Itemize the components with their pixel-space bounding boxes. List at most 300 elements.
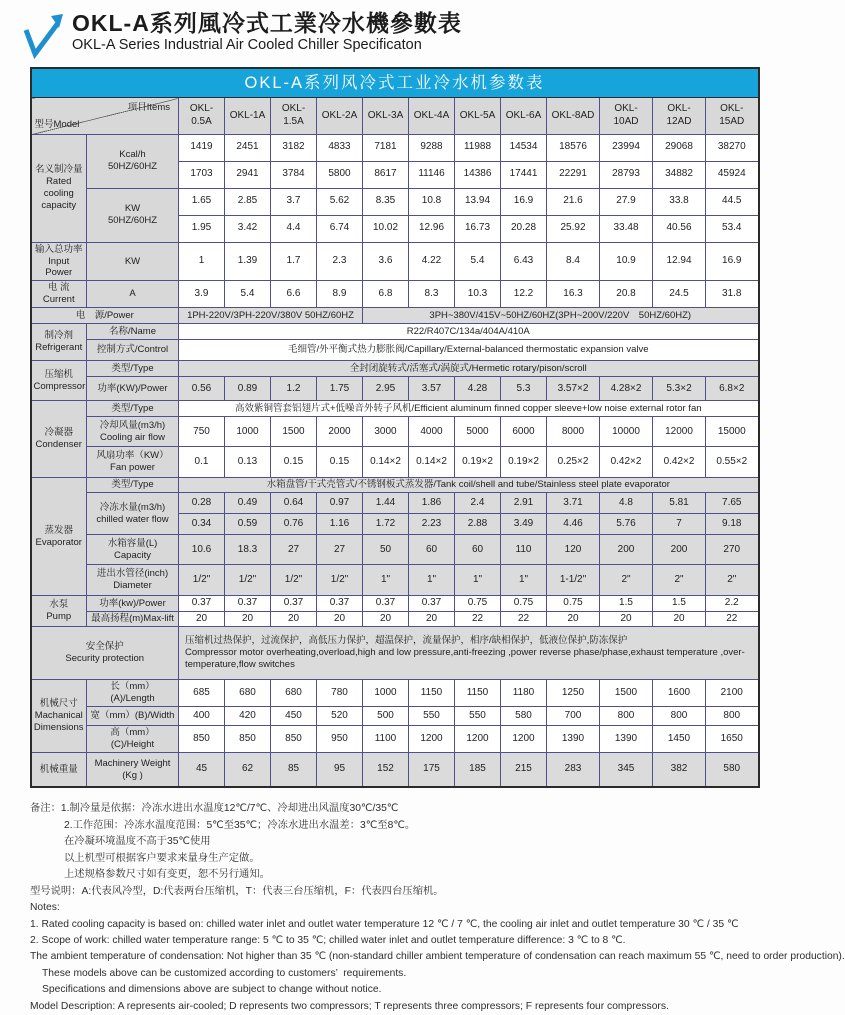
merged-value-cell: 1PH-220V/3PH-220V/380V 50HZ/60HZ	[179, 308, 363, 324]
value-cell: 0.49	[225, 493, 271, 514]
page-title-en: OKL-A Series Industrial Air Cooled Chiller Specificaton	[72, 37, 422, 54]
value-cell: 1200	[455, 726, 501, 753]
value-cell: 850	[225, 726, 271, 753]
row-item-label: KW	[87, 242, 179, 281]
value-cell: 110	[501, 535, 547, 565]
value-cell: 28793	[600, 161, 653, 188]
spec-row	[31, 361, 759, 377]
value-cell: 1-1/2"	[547, 565, 600, 596]
value-cell: 6.8×2	[706, 377, 759, 401]
value-cell: 0.37	[317, 596, 363, 612]
row-group-label: 蒸发器 Evaporator	[31, 478, 87, 596]
spec-row	[31, 134, 759, 161]
spec-row	[31, 340, 759, 361]
value-cell: 0.14×2	[363, 447, 409, 478]
model-header-row	[31, 98, 759, 135]
value-cell: 0.15	[317, 447, 363, 478]
value-cell: 0.42×2	[653, 447, 706, 478]
value-cell: 2.91	[501, 493, 547, 514]
value-cell: 20	[653, 611, 706, 627]
value-cell: 2.3	[317, 242, 363, 281]
spec-row	[31, 242, 759, 281]
value-cell: 10.6	[179, 535, 225, 565]
value-cell: 44.5	[706, 188, 759, 215]
value-cell: 6.8	[363, 281, 409, 308]
note-line: 在冷凝环境温度不高于35℃使用	[64, 836, 211, 848]
row-item-label: 冷却风量(m3/h) Cooling air flow	[87, 417, 179, 447]
value-cell: 1180	[501, 680, 547, 707]
row-item-label: 控制方式/Control	[87, 340, 179, 361]
value-cell: 800	[706, 707, 759, 726]
value-cell: 0.15	[271, 447, 317, 478]
value-cell: 1.2	[271, 377, 317, 401]
value-cell: 34882	[653, 161, 706, 188]
value-cell: 0.37	[363, 596, 409, 612]
spec-row	[31, 680, 759, 707]
value-cell: 3000	[363, 417, 409, 447]
value-cell: 29068	[653, 134, 706, 161]
spec-row	[31, 707, 759, 726]
value-cell: 2"	[653, 565, 706, 596]
value-cell: 3.71	[547, 493, 600, 514]
value-cell: 20	[317, 611, 363, 627]
value-cell: 1450	[653, 726, 706, 753]
note-line: 备注：1.制冷量是依据：冷冻水进出水温度12℃/7℃、冷却进出风温度30℃/35℃	[30, 803, 399, 815]
value-cell: 1.95	[179, 215, 225, 242]
row-item-label: 类型/Type	[87, 478, 179, 493]
value-cell: 0.37	[179, 596, 225, 612]
model-column-header: OKL-15AD	[706, 98, 759, 135]
value-cell: 850	[179, 726, 225, 753]
value-cell: 31.8	[706, 281, 759, 308]
value-cell: 1000	[363, 680, 409, 707]
row-item-label: 风扇功率（KW） Fan power	[87, 447, 179, 478]
value-cell: 1500	[271, 417, 317, 447]
merged-value-cell: 3PH~380V/415V~50HZ/60HZ(3PH~200V/220V 50HZ/60HZ)	[363, 308, 759, 324]
value-cell: 780	[317, 680, 363, 707]
value-cell: 18.3	[225, 535, 271, 565]
row-group-label: 水泵 Pump	[31, 596, 87, 627]
value-cell: 2"	[706, 565, 759, 596]
value-cell: 1150	[455, 680, 501, 707]
value-cell: 200	[653, 535, 706, 565]
spec-row	[31, 478, 759, 493]
value-cell: 580	[706, 752, 759, 787]
row-item-label: KW 50HZ/60HZ	[87, 188, 179, 242]
value-cell: 4.22	[409, 242, 455, 281]
value-cell: 16.73	[455, 215, 501, 242]
value-cell: 1.72	[363, 514, 409, 535]
row-item-label: 高（mm）(C)/Height	[87, 726, 179, 753]
value-cell: 12.94	[653, 242, 706, 281]
value-cell: 2.85	[225, 188, 271, 215]
value-cell: 1419	[179, 134, 225, 161]
merged-value-cell: 高效紫铜管套铝翅片式+低噪音外转子风机/Efficient aluminum finned copper sleeve+low noise external rotor fan	[179, 401, 759, 417]
value-cell: 580	[501, 707, 547, 726]
value-cell: 0.37	[271, 596, 317, 612]
value-cell: 4.46	[547, 514, 600, 535]
value-cell: 6.74	[317, 215, 363, 242]
spec-row	[31, 281, 759, 308]
value-cell: 1.44	[363, 493, 409, 514]
value-cell: 40.56	[653, 215, 706, 242]
value-cell: 60	[455, 535, 501, 565]
value-cell: 2100	[706, 680, 759, 707]
value-cell: 1100	[363, 726, 409, 753]
value-cell: 3784	[271, 161, 317, 188]
note-line: 上述规格参数尺寸如有变更，恕不另行通知。	[64, 869, 270, 881]
spec-row	[31, 447, 759, 478]
value-cell: 4000	[409, 417, 455, 447]
value-cell: 18576	[547, 134, 600, 161]
value-cell: 27.9	[600, 188, 653, 215]
value-cell: 1/2"	[179, 565, 225, 596]
value-cell: 1200	[409, 726, 455, 753]
note-line: Model Description: A represents air-cooled; D represents two compressors; T represents three compressors; F represents four compressors.	[30, 1000, 669, 1012]
value-cell: 270	[706, 535, 759, 565]
value-cell: 750	[179, 417, 225, 447]
value-cell: 5.4	[455, 242, 501, 281]
value-cell: 0.13	[225, 447, 271, 478]
value-cell: 14386	[455, 161, 501, 188]
value-cell: 5.62	[317, 188, 363, 215]
value-cell: 38270	[706, 134, 759, 161]
row-item-label: 功率(KW)/Power	[87, 377, 179, 401]
value-cell: 2941	[225, 161, 271, 188]
value-cell: 3182	[271, 134, 317, 161]
value-cell: 20	[179, 611, 225, 627]
value-cell: 120	[547, 535, 600, 565]
note-line: 2. Scope of work: chilled water temperature range: 5 ℃ to 35 ℃; chilled water inlet and outlet temperature difference: 3 ℃ to 8 ℃.	[30, 935, 626, 946]
value-cell: 1390	[600, 726, 653, 753]
model-column-header: OKL-10AD	[600, 98, 653, 135]
row-group-label: 冷凝器 Condenser	[31, 401, 87, 478]
value-cell: 20	[271, 611, 317, 627]
spec-row	[31, 596, 759, 612]
value-cell: 0.42×2	[600, 447, 653, 478]
value-cell: 12000	[653, 417, 706, 447]
value-cell: 3.42	[225, 215, 271, 242]
value-cell: 62	[225, 752, 271, 787]
model-column-header: OKL-4A	[409, 98, 455, 135]
value-cell: 0.19×2	[455, 447, 501, 478]
spec-row	[31, 627, 759, 680]
table-title: OKL-A系列风冷式工业冷水机参数表	[31, 68, 759, 98]
value-cell: 6.6	[271, 281, 317, 308]
note-line: 1. Rated cooling capacity is based on: chilled water inlet and outlet water temperature 12 ℃ / 7 ℃, the cooling air inlet and outlet temperature 30 ℃ / 35 ℃	[30, 918, 739, 930]
value-cell: 13.94	[455, 188, 501, 215]
value-cell: 17441	[501, 161, 547, 188]
value-cell: 16.3	[547, 281, 600, 308]
value-cell: 175	[409, 752, 455, 787]
value-cell: 1.16	[317, 514, 363, 535]
model-column-header: OKL-8AD	[547, 98, 600, 135]
value-cell: 20	[547, 611, 600, 627]
value-cell: 45924	[706, 161, 759, 188]
value-cell: 0.1	[179, 447, 225, 478]
value-cell: 0.25×2	[547, 447, 600, 478]
value-cell: 1/2"	[225, 565, 271, 596]
row-item-label: 最高扬程(m)Max-lift	[87, 611, 179, 627]
value-cell: 2"	[600, 565, 653, 596]
value-cell: 345	[600, 752, 653, 787]
page-title-zh: OKL-A系列風冷式工業冷水機參數表	[72, 10, 462, 36]
value-cell: 95	[317, 752, 363, 787]
value-cell: 1000	[225, 417, 271, 447]
value-cell: 550	[455, 707, 501, 726]
row-item-label: 类型/Type	[87, 361, 179, 377]
value-cell: 3.57×2	[547, 377, 600, 401]
note-line: Notes:	[30, 902, 60, 914]
row-group-label: 输入总功率 Input Power	[31, 242, 87, 281]
value-cell: 0.76	[271, 514, 317, 535]
value-cell: 1250	[547, 680, 600, 707]
spec-row	[31, 611, 759, 627]
value-cell: 11146	[409, 161, 455, 188]
merged-value-cell: 全封闭旋转式/活塞式/涡旋式/Hermetic rotary/pison/scroll	[179, 361, 759, 377]
value-cell: 0.75	[501, 596, 547, 612]
value-cell: 2.4	[455, 493, 501, 514]
value-cell: 700	[547, 707, 600, 726]
value-cell: 0.89	[225, 377, 271, 401]
row-item-label: Machinery Weight (Kg )	[87, 752, 179, 787]
value-cell: 4.8	[600, 493, 653, 514]
value-cell: 950	[317, 726, 363, 753]
page-header	[0, 0, 789, 58]
value-cell: 3.57	[409, 377, 455, 401]
row-item-label: A	[87, 281, 179, 308]
value-cell: 5.81	[653, 493, 706, 514]
value-cell: 25.92	[547, 215, 600, 242]
spec-row	[31, 417, 759, 447]
value-cell: 0.55×2	[706, 447, 759, 478]
value-cell: 0.59	[225, 514, 271, 535]
value-cell: 800	[600, 707, 653, 726]
value-cell: 8617	[363, 161, 409, 188]
value-cell: 4833	[317, 134, 363, 161]
value-cell: 8.9	[317, 281, 363, 308]
spec-row	[31, 726, 759, 753]
value-cell: 45	[179, 752, 225, 787]
row-group-label: 机械重量	[31, 752, 87, 787]
row-item-label: 进出水管径(inch) Diameter	[87, 565, 179, 596]
row-group-label: 名义制冷量 Rated cooling capacity	[31, 134, 87, 242]
value-cell: 450	[271, 707, 317, 726]
value-cell: 500	[363, 707, 409, 726]
value-cell: 1"	[363, 565, 409, 596]
value-cell: 27	[317, 535, 363, 565]
value-cell: 680	[225, 680, 271, 707]
value-cell: 20.8	[600, 281, 653, 308]
merged-value-cell: R22/R407C/134a/404A/410A	[179, 324, 759, 340]
value-cell: 0.75	[455, 596, 501, 612]
value-cell: 1.65	[179, 188, 225, 215]
value-cell: 550	[409, 707, 455, 726]
value-cell: 1703	[179, 161, 225, 188]
value-cell: 53.4	[706, 215, 759, 242]
value-cell: 5.3	[501, 377, 547, 401]
value-cell: 20	[225, 611, 271, 627]
spec-row	[31, 324, 759, 340]
value-cell: 1150	[409, 680, 455, 707]
spec-row	[31, 493, 759, 514]
value-cell: 0.56	[179, 377, 225, 401]
value-cell: 5.3×2	[653, 377, 706, 401]
value-cell: 20	[363, 611, 409, 627]
row-group-label: 电 源/Power	[31, 308, 179, 324]
model-column-header: OKL-1.5A	[271, 98, 317, 135]
spec-row	[31, 401, 759, 417]
value-cell: 21.6	[547, 188, 600, 215]
note-line: These models above can be customized according to customers’ requirements.	[42, 967, 407, 979]
value-cell: 185	[455, 752, 501, 787]
value-cell: 7.65	[706, 493, 759, 514]
row-item-label: Kcal/h 50HZ/60HZ	[87, 134, 179, 188]
value-cell: 400	[179, 707, 225, 726]
value-cell: 1.39	[225, 242, 271, 281]
row-item-label: 宽（mm）(B)/Width	[87, 707, 179, 726]
value-cell: 7181	[363, 134, 409, 161]
value-cell: 283	[547, 752, 600, 787]
note-line: 型号说明：A:代表风冷型，D:代表两台压缩机，T：代表三台压缩机，F：代表四台压缩机。	[30, 885, 444, 897]
value-cell: 1"	[501, 565, 547, 596]
value-cell: 5800	[317, 161, 363, 188]
value-cell: 1.75	[317, 377, 363, 401]
row-group-label: 机械尺寸 Machanical Dimensions	[31, 680, 87, 753]
value-cell: 4.28	[455, 377, 501, 401]
value-cell: 2451	[225, 134, 271, 161]
notes-block	[30, 801, 845, 1015]
value-cell: 1/2"	[317, 565, 363, 596]
value-cell: 0.37	[225, 596, 271, 612]
spec-row	[31, 377, 759, 401]
value-cell: 1"	[409, 565, 455, 596]
value-cell: 5000	[455, 417, 501, 447]
value-cell: 2.88	[455, 514, 501, 535]
row-item-label: 名称/Name	[87, 324, 179, 340]
model-column-header: OKL-6A	[501, 98, 547, 135]
value-cell: 3.7	[271, 188, 317, 215]
merged-value-cell: 水箱盘管/干式壳管式/不锈钢板式蒸发器/Tank coil/shell and tube/Stainless steel plate evaporator	[179, 478, 759, 493]
value-cell: 7	[653, 514, 706, 535]
value-cell: 6000	[501, 417, 547, 447]
value-cell: 12.2	[501, 281, 547, 308]
value-cell: 8.4	[547, 242, 600, 281]
value-cell: 60	[409, 535, 455, 565]
value-cell: 10.8	[409, 188, 455, 215]
spec-row	[31, 535, 759, 565]
note-line: Specifications and dimensions above are subject to change without notice.	[42, 984, 382, 996]
value-cell: 152	[363, 752, 409, 787]
value-cell: 1.86	[409, 493, 455, 514]
spec-table	[30, 67, 760, 788]
value-cell: 22	[706, 611, 759, 627]
note-line: 2.工作范围：冷冻水温度范围：5℃至35℃；冷冻水进出水温差：3℃至8℃。	[64, 819, 416, 831]
value-cell: 200	[600, 535, 653, 565]
merged-value-cell: 毛细管/外平衡式热力膨胀阀/Capillary/External-balanced thermostatic expansion valve	[179, 340, 759, 361]
value-cell: 85	[271, 752, 317, 787]
model-column-header: OKL-12AD	[653, 98, 706, 135]
value-cell: 16.9	[706, 242, 759, 281]
row-group-label: 制冷剂 Refrigerant	[31, 324, 87, 361]
spec-row	[31, 188, 759, 215]
value-cell: 1390	[547, 726, 600, 753]
row-group-label: 压缩机 Compressor	[31, 361, 87, 401]
spec-table-body	[31, 68, 759, 787]
value-cell: 215	[501, 752, 547, 787]
value-cell: 1.7	[271, 242, 317, 281]
value-cell: 1200	[501, 726, 547, 753]
row-item-label: 类型/Type	[87, 401, 179, 417]
value-cell: 20.28	[501, 215, 547, 242]
value-cell: 0.64	[271, 493, 317, 514]
brand-arrow-icon	[22, 12, 64, 58]
value-cell: 10.3	[455, 281, 501, 308]
value-cell: 10.02	[363, 215, 409, 242]
value-cell: 4.28×2	[600, 377, 653, 401]
spec-row	[31, 565, 759, 596]
value-cell: 3.9	[179, 281, 225, 308]
row-item-label: 冷冻水量(m3/h) chilled water flow	[87, 493, 179, 535]
value-cell: 382	[653, 752, 706, 787]
value-cell: 22291	[547, 161, 600, 188]
value-cell: 33.8	[653, 188, 706, 215]
model-column-header: OKL-5A	[455, 98, 501, 135]
value-cell: 0.19×2	[501, 447, 547, 478]
row-item-label: 水箱容量(L) Capacity	[87, 535, 179, 565]
value-cell: 9288	[409, 134, 455, 161]
value-cell: 685	[179, 680, 225, 707]
value-cell: 0.97	[317, 493, 363, 514]
value-cell: 8.3	[409, 281, 455, 308]
value-cell: 0.34	[179, 514, 225, 535]
model-label: 型号Model	[34, 118, 80, 130]
value-cell: 27	[271, 535, 317, 565]
value-cell: 22	[455, 611, 501, 627]
value-cell: 23994	[600, 134, 653, 161]
notes-en	[30, 900, 845, 1015]
notes-zh	[30, 801, 789, 900]
value-cell: 3.49	[501, 514, 547, 535]
items-label: 项目Items	[127, 102, 170, 113]
model-column-header: OKL-1A	[225, 98, 271, 135]
value-cell: 10.9	[600, 242, 653, 281]
note-line: 以上机型可根据客户要求来量身生产定做。	[64, 852, 260, 864]
value-cell: 520	[317, 707, 363, 726]
value-cell: 1"	[455, 565, 501, 596]
value-cell: 800	[653, 707, 706, 726]
value-cell: 680	[271, 680, 317, 707]
model-column-header: OKL-3A	[363, 98, 409, 135]
value-cell: 0.28	[179, 493, 225, 514]
value-cell: 22	[501, 611, 547, 627]
value-cell: 1/2"	[271, 565, 317, 596]
value-cell: 0.37	[409, 596, 455, 612]
value-cell: 8.35	[363, 188, 409, 215]
value-cell: 0.75	[547, 596, 600, 612]
value-cell: 20	[600, 611, 653, 627]
row-item-label: 功率(kw)/Power	[87, 596, 179, 612]
spec-row	[31, 308, 759, 324]
value-cell: 2.23	[409, 514, 455, 535]
row-group-label: 电 流 Current	[31, 281, 87, 308]
value-cell: 2.2	[706, 596, 759, 612]
row-item-label: 长（mm）(A)/Length	[87, 680, 179, 707]
model-items-diagonal-cell	[31, 98, 179, 135]
value-cell: 1650	[706, 726, 759, 753]
page-titles	[72, 10, 462, 53]
value-cell: 2000	[317, 417, 363, 447]
